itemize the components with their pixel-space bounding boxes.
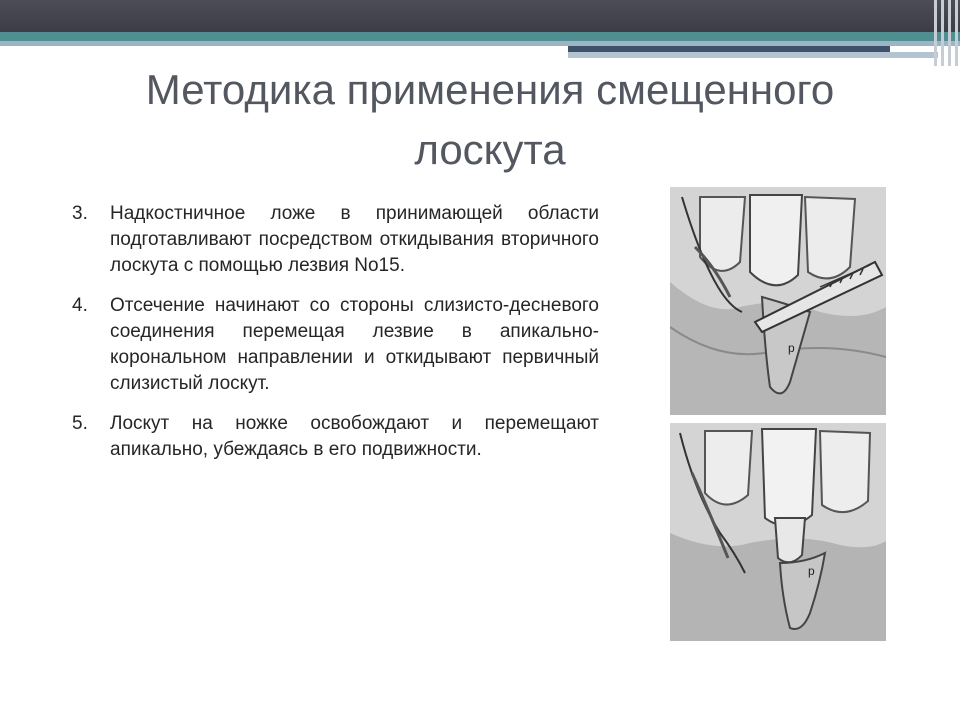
steps-list bbox=[72, 201, 599, 477]
step-number: 4. bbox=[72, 295, 88, 316]
step-item-5 bbox=[72, 411, 599, 463]
step-item-4 bbox=[72, 293, 599, 397]
dental-illustration-flap-icon bbox=[670, 423, 886, 641]
step-item-3 bbox=[72, 201, 599, 279]
step-text: Отсечение начинают со стороны слизисто-десневого соединения перемещая лезвие в апикально-корональном направлении и откидывают первичный слизистый лоскут. bbox=[110, 295, 599, 394]
slide-title-line-1: Методика применения смещенного bbox=[145, 66, 835, 113]
step-text: Лоскут на ножке освобождают и перемещают апикально, убеждаясь в его подвижности. bbox=[110, 413, 599, 460]
header-light-accent bbox=[568, 52, 938, 58]
corner-decoration bbox=[932, 0, 960, 66]
header-teal-stripe bbox=[0, 32, 960, 41]
figure-label: p bbox=[788, 341, 795, 355]
step-text: Надкостничное ложе в принимающей области подготавливают посредством откидывания вторичного лоскута с помощью лезвия No15. bbox=[110, 203, 599, 276]
dental-illustration-scalpel-icon bbox=[670, 187, 886, 415]
figure-label: p bbox=[808, 564, 815, 578]
header-bar bbox=[0, 0, 960, 32]
slide-title bbox=[60, 60, 920, 180]
slide-title-line-2: лоскута bbox=[414, 126, 566, 173]
step-number: 3. bbox=[72, 203, 88, 224]
step-number: 5. bbox=[72, 413, 88, 434]
